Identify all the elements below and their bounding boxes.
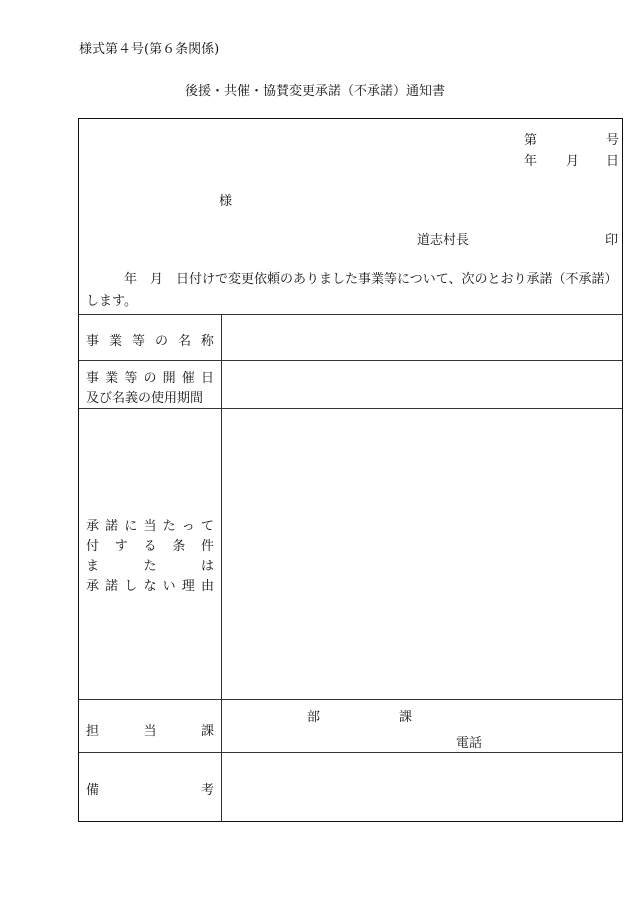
table-top-rule — [79, 314, 622, 315]
label-char: 等 — [131, 334, 145, 349]
label-column-divider — [221, 314, 222, 821]
department-label — [86, 720, 214, 739]
department-phone: 電話 — [456, 736, 483, 751]
label-char: 事 — [86, 371, 100, 386]
remarks-label — [86, 779, 214, 798]
event-date-label-line1 — [86, 367, 214, 386]
recipient-suffix: 様 — [219, 194, 233, 209]
row-divider — [79, 408, 622, 409]
label-char: 付 — [86, 539, 100, 554]
event-date-label-line2: 及び名義の使用期間 — [86, 391, 204, 406]
label-char: る — [143, 539, 157, 554]
label-char: 考 — [200, 783, 214, 798]
label-char: 条 — [172, 539, 186, 554]
label-char: 理 — [181, 579, 195, 594]
label-char: 課 — [200, 724, 214, 739]
date-month: 月 — [566, 154, 580, 169]
number-go: 号 — [606, 133, 620, 148]
label-char: な — [143, 579, 157, 594]
department-ka: 課 — [399, 710, 413, 725]
form-number: 様式第４号(第６条関係) — [79, 42, 220, 57]
label-char: 名 — [177, 334, 191, 349]
label-char: 担 — [86, 724, 100, 739]
row-divider — [79, 360, 622, 361]
label-char: 称 — [200, 334, 214, 349]
notice-body-line2: します。 — [86, 294, 137, 309]
notice-body-line1: 年 月 日付けで変更依頼のありました事業等について、次のとおり承諾（不承諾） — [124, 272, 618, 287]
label-char: た — [162, 519, 176, 534]
seal-mark: 印 — [605, 233, 619, 248]
label-char: 日 — [200, 371, 214, 386]
label-char: 諾 — [105, 519, 119, 534]
label-char: 当 — [143, 724, 157, 739]
conditions-label-line2 — [86, 535, 214, 554]
row-divider — [79, 752, 622, 753]
conditions-label-line3 — [86, 555, 214, 574]
label-char: 由 — [200, 579, 214, 594]
label-char: し — [124, 579, 138, 594]
label-char: 業 — [108, 334, 122, 349]
label-char: の — [143, 371, 157, 386]
issuer-name: 道志村長 — [417, 233, 470, 248]
label-char: 承 — [86, 579, 100, 594]
number-dai: 第 — [524, 133, 538, 148]
label-char: ま — [86, 559, 100, 574]
event-name-label — [86, 330, 214, 349]
label-char: 催 — [181, 371, 195, 386]
label-char: 諾 — [105, 579, 119, 594]
label-char: は — [200, 559, 214, 574]
row-divider — [79, 699, 622, 700]
department-bu: 部 — [307, 710, 321, 725]
label-char: 事 — [86, 334, 100, 349]
label-char: 当 — [143, 519, 157, 534]
conditions-label-line1 — [86, 515, 214, 534]
label-char: す — [114, 539, 128, 554]
label-char: 開 — [162, 371, 176, 386]
label-char: 備 — [86, 783, 100, 798]
label-char: 承 — [86, 519, 100, 534]
label-char: 業 — [105, 371, 119, 386]
conditions-label-line4 — [86, 575, 214, 594]
label-char: 等 — [124, 371, 138, 386]
label-char: の — [154, 334, 168, 349]
document-title: 後援・共催・協賛変更承諾（不承諾）通知書 — [184, 84, 445, 99]
date-year: 年 — [524, 154, 538, 169]
label-char: 件 — [200, 539, 214, 554]
label-char: っ — [181, 519, 195, 534]
label-char: て — [200, 519, 214, 534]
notice-form — [78, 118, 623, 822]
label-char: い — [162, 579, 176, 594]
label-char: に — [124, 519, 138, 534]
date-day: 日 — [606, 154, 620, 169]
label-char: た — [143, 559, 157, 574]
